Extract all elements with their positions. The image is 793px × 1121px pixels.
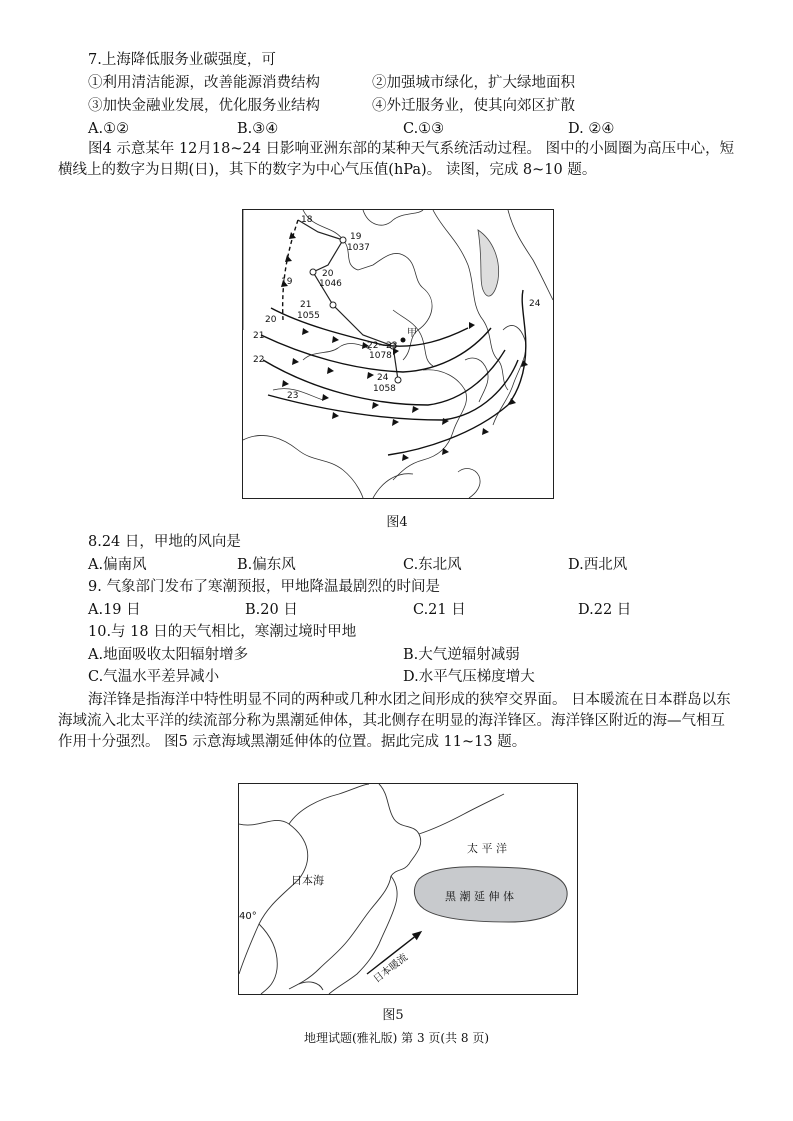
q7-stem: 7.上海降低服务业碳强度，可 — [88, 52, 276, 68]
q8-choice-d: D.西北风 — [568, 557, 628, 573]
front-label-21: 21 — [253, 331, 265, 341]
q10-choice-a: A.地面吸收太阳辐射增多 — [88, 647, 249, 663]
latitude-40-label: 40° — [239, 911, 257, 922]
q8-stem: 8.24 日，甲地的风向是 — [88, 534, 241, 550]
map-label-pressure-1037: 1037 — [347, 243, 370, 253]
fig4-caption: 图4 — [386, 515, 408, 530]
q7-choice-c: C.①③ — [403, 121, 445, 137]
q10-choice-d: D.水平气压梯度增大 — [403, 669, 535, 685]
front-label-24: 24 — [529, 299, 541, 309]
fig5-caption: 图5 — [382, 1008, 404, 1023]
front-label-22: 22 — [253, 355, 265, 365]
japan-current-arrow — [365, 928, 432, 987]
asia-weather-map — [243, 210, 553, 498]
kuroshio-extension-label: 黑 潮 延 伸 体 — [445, 890, 514, 903]
map-label-pressure-1078: 1078 — [369, 351, 392, 361]
q7-option-4: ④外迁服务业，使其向郊区扩散 — [372, 98, 575, 114]
sea-of-japan-label: 日本海 — [291, 874, 324, 887]
q7-option-2: ②加强城市绿化，扩大绿地面积 — [372, 75, 575, 91]
map-label-jia: 甲 — [407, 328, 417, 339]
map-label-day-21: 21 — [300, 300, 312, 310]
map-label-day-18: 18 — [301, 215, 313, 225]
map-label-day-22-23: 22~23 — [367, 341, 398, 351]
map-label-day-19b: 19 — [281, 277, 293, 287]
pacific-ocean-label: 太 平 洋 — [467, 842, 507, 855]
q7-choice-a: A.①② — [88, 121, 130, 137]
q10-choice-b: B.大气逆辐射减弱 — [403, 647, 520, 663]
q7-option-1: ①利用清洁能源，改善能源消费结构 — [88, 75, 320, 91]
map-label-day-19: 19 — [350, 232, 362, 242]
q8-choice-b: B.偏东风 — [237, 557, 296, 573]
q9-stem: 9. 气象部门发布了寒潮预报，甲地降温最剧烈的时间是 — [88, 579, 440, 595]
q10-choice-c: C.气温水平差异减小 — [88, 669, 220, 685]
japan-sea-map — [239, 784, 577, 994]
map-label-pressure-1055: 1055 — [297, 311, 320, 321]
q8-choice-c: C.东北风 — [403, 557, 462, 573]
fig5-intro: 海洋锋是指海洋中特性明显不同的两种或几种水团之间形成的狭窄交界面。 日本暖流在日本群岛以东海域流入北太平洋的续流部分称为黑潮延伸体，其北侧存在明显的海洋锋区。海洋锋区附近的海—气相互作用十分强烈。 图5 示意海域黑潮延伸体的位置。据此完成 11~13 题。 — [58, 692, 731, 750]
q8-choice-a: A.偏南风 — [88, 557, 147, 573]
q9-choice-b: B.20 日 — [245, 602, 298, 618]
fig4-intro: 图4 示意某年 12月18~24 日影响亚洲东部的某种天气系统活动过程。 图中的小圆圈为高压中心，短横线上的数字为日期(日)，其下的数字为中心气压值(hPa)。 读图，完成 8~10 题。 — [58, 141, 735, 178]
q7-option-3: ③加快金融业发展，优化服务业结构 — [88, 98, 320, 114]
q7-choice-b: B.③④ — [237, 121, 279, 137]
japan-current-label: 日本暖流 — [371, 952, 410, 986]
q9-choice-d: D.22 日 — [578, 602, 632, 618]
map-label-pressure-1058: 1058 — [373, 384, 396, 394]
map-label-day-20: 20 — [322, 269, 334, 279]
jia-point-marker — [401, 338, 406, 343]
map-label-pressure-1046: 1046 — [319, 279, 342, 289]
q7-choice-d: D. ②④ — [568, 121, 615, 137]
page-footer: 地理试题(雅礼版) 第 3 页(共 8 页) — [303, 1031, 490, 1045]
front-label-20: 20 — [265, 315, 277, 325]
figure-5-map — [238, 783, 578, 995]
q9-choice-c: C.21 日 — [413, 602, 466, 618]
q10-stem: 10.与 18 日的天气相比，寒潮过境时甲地 — [88, 624, 357, 640]
map-label-day-24: 24 — [377, 373, 389, 383]
figure-4-map — [242, 209, 554, 499]
q9-choice-a: A.19 日 — [88, 602, 141, 618]
front-label-23: 23 — [287, 391, 299, 401]
